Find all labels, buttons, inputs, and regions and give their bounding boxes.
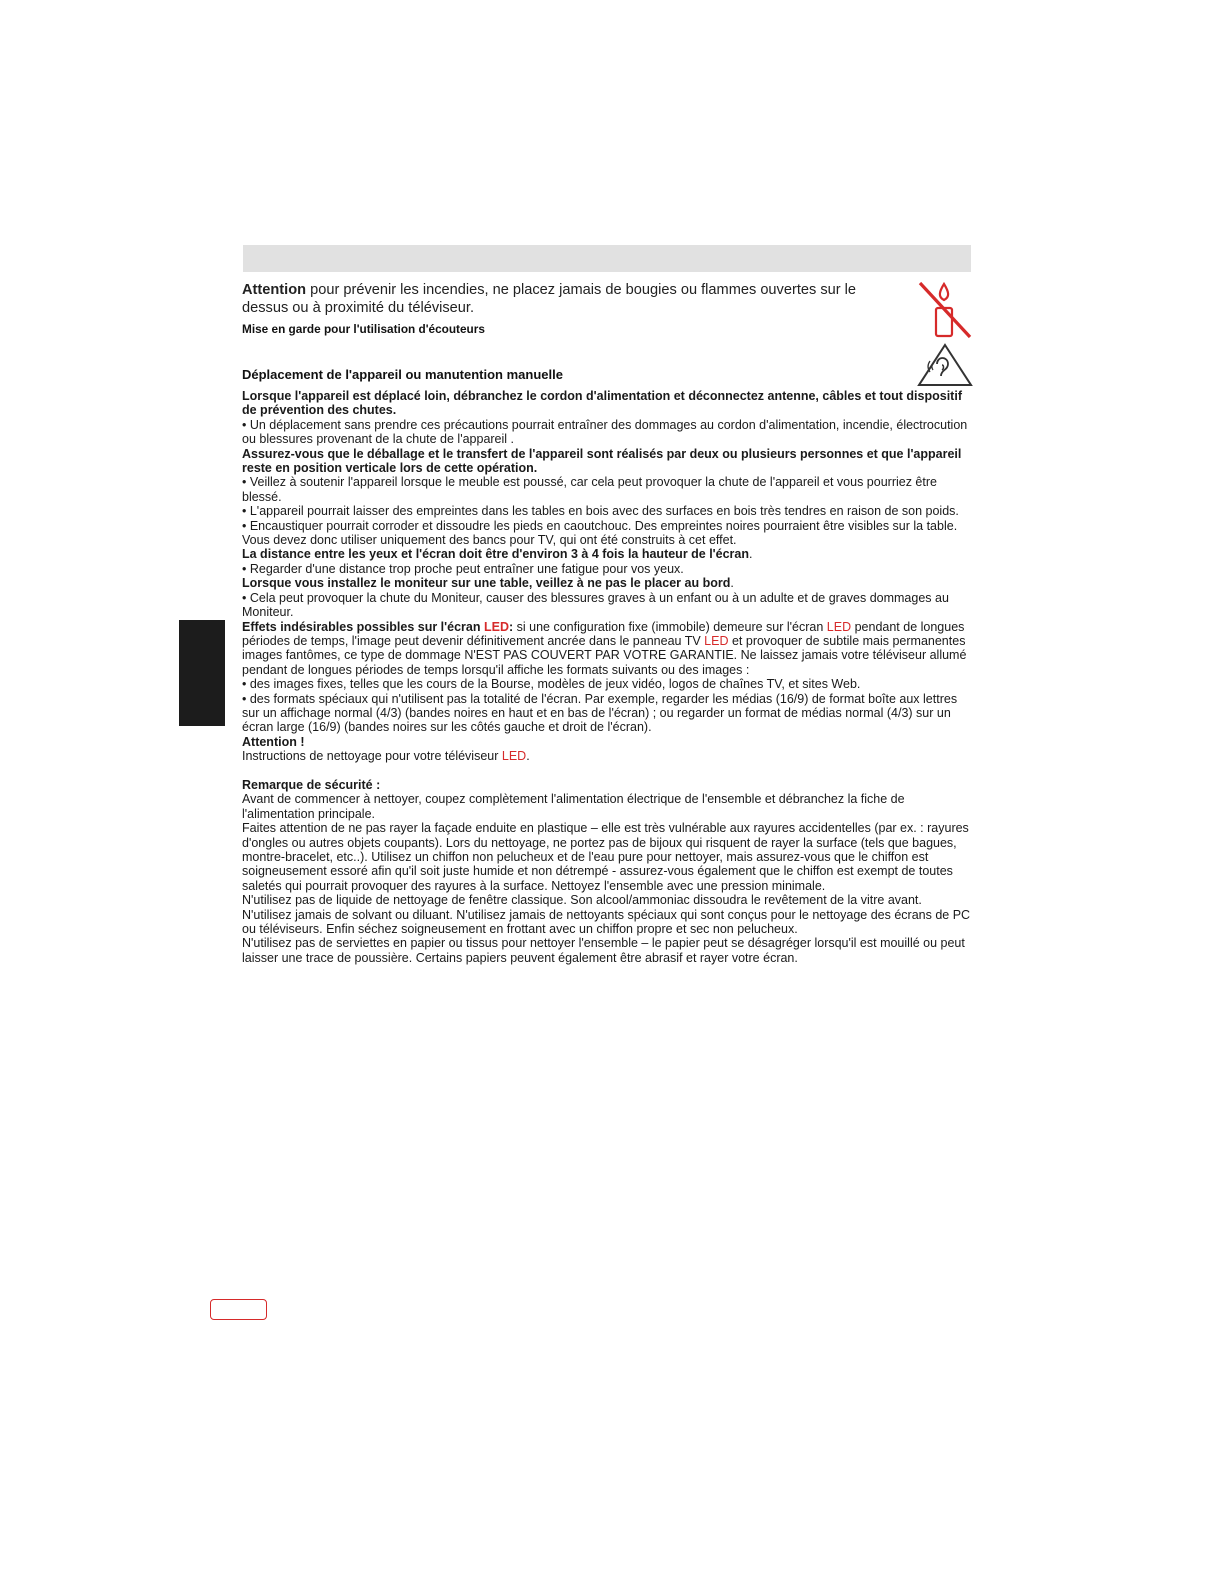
led-highlight: LED xyxy=(704,633,729,648)
language-side-tab xyxy=(179,620,225,726)
moving-paragraph: • Encaustiquer pourrait corroder et dissoudre les pieds en caoutchouc. Des empreintes noires pourraient être visibles sur la table. Vous devez donc utiliser uniquement des bancs pour TV, qui ont été construits à cet effet. xyxy=(242,518,958,548)
safety-heading: Remarque de sécurité : xyxy=(242,777,381,792)
moving-paragraph xyxy=(242,576,972,590)
moving-paragraph: • L'appareil pourrait laisser des empreintes dans les tables en bois avec des surfaces en bois très tendres en raison de son poids. xyxy=(242,504,959,519)
safety-paragraph: N'utilisez jamais de solvant ou diluant. N'utilisez jamais de nettoyants spéciaux qui sont conçus pour le nettoyage des écrans de PC ou téléviseurs. Enfin séchez soigneusement en frottant avec un chiffon propre et sec non pelucheux. xyxy=(242,907,971,937)
spacer xyxy=(242,764,972,778)
led-highlight: LED xyxy=(826,619,852,634)
effects-bullet: • des formats spéciaux qui n'utilisent pas la totalité de l'écran. Par exemple, regarder les médias (16/9) de format boîte aux lettres sur un affichage normal (4/3) (bandes noires en haut et en bas de l'écran) ; ou regarder un format de médias normal (4/3) sur un écran large (16/9) (bandes noires sur les côtés gauche et droit de l'écran). xyxy=(242,691,958,735)
attention-fire-warning xyxy=(242,282,902,317)
moving-paragraph: Lorsque l'appareil est déplacé loin, débranchez le cordon d'alimentation et déconnectez antenne, câbles et tout dispositif de prévention des chutes. xyxy=(242,389,962,418)
safety-paragraph: N'utilisez pas de serviettes en papier ou tissus pour nettoyer l'ensemble – le papier peut se désagréger lorsqu'il est mouillé ou peut laisser une trace de poussière. Certains papiers peuvent également être abrasif et rayer votre écran. xyxy=(242,936,965,965)
attention-heading: Attention ! xyxy=(242,734,305,749)
effects-paragraph xyxy=(242,620,972,678)
moving-paragraph: • Veillez à soutenir l'appareil lorsque le meuble est poussé, car cela peut provoquer la chute de l'appareil et vous pourriez être blessé. xyxy=(242,475,937,504)
safety-paragraph: Avant de commencer à nettoyer, coupez complètement l'alimentation électrique de l'ensemble et débranchez la fiche de l'alimentation principale. xyxy=(242,792,905,821)
moving-paragraph: • Cela peut provoquer la chute du Moniteur, causer des blessures graves à un enfant ou à un adulte et de graves dommages au Moniteur. xyxy=(242,590,949,620)
punctuation: . xyxy=(730,576,734,591)
moving-paragraph xyxy=(242,547,972,561)
led-highlight: LED xyxy=(483,619,509,634)
effects-label: Effets indésirables possibles sur l'écran xyxy=(242,619,484,634)
moving-paragraph: • Un déplacement sans prendre ces précautions pourrait entraîner des dommages au cordon d'alimentation, incendie, électrocution ou blessures provenant de la chute de l'appareil . xyxy=(242,417,968,447)
safety-paragraph: Faites attention de ne pas rayer la façade enduite en plastique – elle est très vulnérable aux rayures accidentelles (par ex. : rayures d'ongles ou autres objets coupants). Lors du nettoyage, ne portez pas de bijoux qui risquent de rayer la surface (tels que bagues, montre-bracelet, etc..). Utilisez un chiffon non pelucheux et de l'eau pure pour nettoyer, mais assurez-vous que le chiffon est soigneusement essoré afin qu'il soit juste humide et non détrempé - assurez-vous également que le chiffon est exempt de toutes saletés qui pourrait provoquer des rayures à la surface. Nettoyez l'ensemble avec une pression minimale. xyxy=(242,821,969,893)
section-header-band xyxy=(243,245,971,272)
no-open-flame-icon xyxy=(916,280,974,340)
moving-heading: Déplacement de l'appareil ou manutention manuelle xyxy=(242,367,563,382)
effects-colon: : xyxy=(508,619,514,634)
moving-paragraph: • Regarder d'une distance trop proche peut entraîner une fatigue pour vos yeux. xyxy=(242,561,684,576)
attention-label: Attention xyxy=(242,282,307,298)
safety-paragraph: N'utilisez pas de liquide de nettoyage de fenêtre classique. Son alcool/ammoniac dissoudra le revêtement de la vitre avant. xyxy=(242,893,922,908)
effects-text: et provoquer de subtile mais permanentes images fantômes, ce type de dommage N'EST PAS COUVERT PAR VOTRE GARANTIE. Ne laissez jamais votre téléviseur allumé pendant de longues périodes de temps lorsqu'il affiche les formats suivants ou des images : xyxy=(242,633,967,677)
headphones-heading: Mise en garde pour l'utilisation d'écouteurs xyxy=(242,322,485,336)
eye-distance-text: La distance entre les yeux et l'écran doit être d'environ 3 à 4 fois la hauteur de l'écran xyxy=(242,547,750,562)
hearing-warning-icon xyxy=(917,343,973,387)
punctuation: . xyxy=(749,547,753,562)
attention-text: pour prévenir les incendies, ne placez jamais de bougies ou flammes ouvertes sur le dessus ou à proximité du téléviseur. xyxy=(242,282,857,316)
effects-text: pendant de longues périodes de temps, l'image peut devenir définitivement ancrée dans le panneau TV xyxy=(242,619,965,648)
table-edge-text: Lorsque vous installez le moniteur sur une table, veillez à ne pas le placer au bord xyxy=(242,576,731,591)
main-content xyxy=(242,389,972,965)
punctuation: . xyxy=(526,749,530,764)
moving-paragraph: Assurez-vous que le déballage et le transfert de l'appareil sont réalisés par deux ou plusieurs personnes et que l'appareil reste en position verticale lors de cette opération. xyxy=(242,446,962,476)
led-highlight: LED xyxy=(501,749,527,764)
page-number-badge xyxy=(210,1299,267,1320)
cleaning-text: Instructions de nettoyage pour votre téléviseur xyxy=(242,749,502,764)
effects-text: si une configuration fixe (immobile) demeure sur l'écran xyxy=(513,619,827,634)
cleaning-instructions xyxy=(242,749,972,763)
effects-bullet: • des images fixes, telles que les cours de la Bourse, modèles de jeux vidéo, logos de chaînes TV, et sites Web. xyxy=(242,677,861,692)
